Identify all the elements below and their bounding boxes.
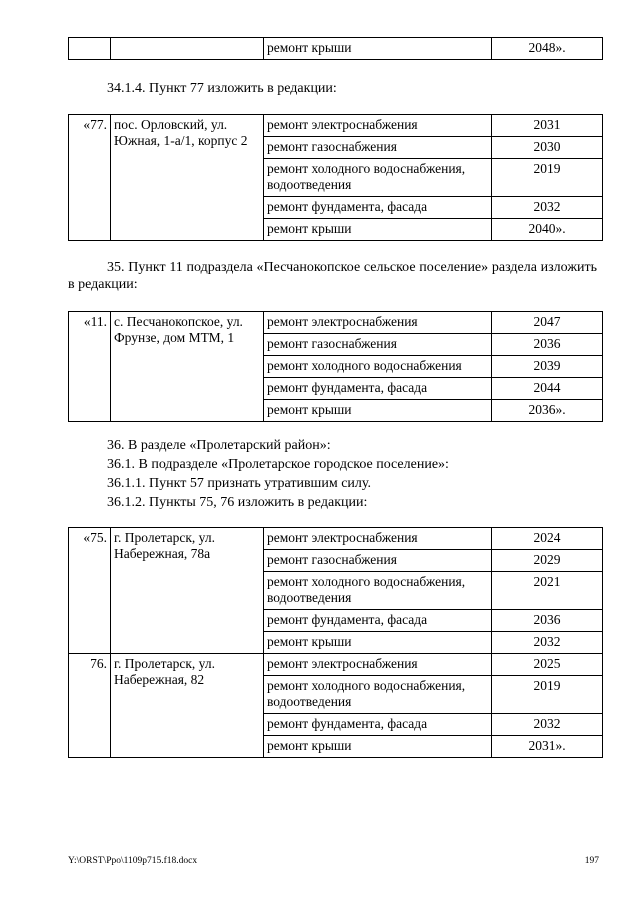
- table-row: [69, 654, 603, 676]
- work-year: 2032: [492, 632, 603, 654]
- work-type: ремонт холодного водоснабжения, водоотведения: [264, 676, 492, 714]
- item-address: [111, 38, 264, 60]
- work-year: 2031».: [492, 736, 603, 758]
- item-address: г. Пролетарск, ул. Набережная, 82: [111, 654, 264, 758]
- work-year: 2030: [492, 137, 603, 159]
- item-number: 76.: [69, 654, 111, 758]
- work-type: ремонт фундамента, фасада: [264, 197, 492, 219]
- work-year: 2044: [492, 378, 603, 400]
- work-type: ремонт электроснабжения: [264, 528, 492, 550]
- work-type: ремонт крыши: [264, 736, 492, 758]
- item-address: с. Песчанокопское, ул. Фрунзе, дом МТМ, 1: [111, 312, 264, 422]
- paragraph-36: 36. В разделе «Пролетарский район»:: [107, 438, 331, 453]
- work-year: 2032: [492, 197, 603, 219]
- table-row: [69, 115, 603, 137]
- table-row: [69, 312, 603, 334]
- work-type: ремонт фундамента, фасада: [264, 378, 492, 400]
- work-type: ремонт фундамента, фасада: [264, 714, 492, 736]
- paragraph-36-1-1: 36.1.1. Пункт 57 признать утратившим силу.: [107, 476, 371, 491]
- work-year: 2036: [492, 610, 603, 632]
- work-type: ремонт газоснабжения: [264, 334, 492, 356]
- item-number: [69, 38, 111, 60]
- table-item-11: [68, 311, 603, 422]
- work-year: 2032: [492, 714, 603, 736]
- work-type: ремонт электроснабжения: [264, 654, 492, 676]
- work-year: 2025: [492, 654, 603, 676]
- continuation-table: [68, 37, 603, 60]
- work-type: ремонт фундамента, фасада: [264, 610, 492, 632]
- item-address: пос. Орловский, ул. Южная, 1-а/1, корпус 2: [111, 115, 264, 241]
- table-items-75-76: [68, 527, 603, 758]
- work-year: 2029: [492, 550, 603, 572]
- table-item-77: [68, 114, 603, 241]
- work-type: ремонт холодного водоснабжения, водоотведения: [264, 159, 492, 197]
- paragraph-36-1-2: 36.1.2. Пункты 75, 76 изложить в рeдакции:: [107, 495, 368, 510]
- item-number: «75.: [69, 528, 111, 654]
- work-year: 2036: [492, 334, 603, 356]
- paragraph-34-1-4: 34.1.4. Пункт 77 изложить в редакции:: [107, 81, 337, 96]
- item-number: «77.: [69, 115, 111, 241]
- work-type: ремонт холодного водоснабжения: [264, 356, 492, 378]
- work-year: 2039: [492, 356, 603, 378]
- work-year: 2047: [492, 312, 603, 334]
- work-type: ремонт крыши: [264, 400, 492, 422]
- work-type: ремонт электроснабжения: [264, 312, 492, 334]
- table-row: [69, 528, 603, 550]
- table-row: [69, 38, 603, 60]
- work-type: ремонт электроснабжения: [264, 115, 492, 137]
- work-year: 2036».: [492, 400, 603, 422]
- work-year: 2040».: [492, 219, 603, 241]
- work-type: ремонт крыши: [264, 38, 492, 60]
- work-type: ремонт холодного водоснабжения, водоотведения: [264, 572, 492, 610]
- work-type: ремонт крыши: [264, 632, 492, 654]
- work-type: ремонт газоснабжения: [264, 137, 492, 159]
- work-year: 2019: [492, 159, 603, 197]
- work-year: 2019: [492, 676, 603, 714]
- work-year: 2031: [492, 115, 603, 137]
- footer-page-number: 197: [584, 856, 599, 866]
- work-type: ремонт крыши: [264, 219, 492, 241]
- item-number: «11.: [69, 312, 111, 422]
- paragraph-36-1: 36.1. В подразделе «Пролетарское городское поселение»:: [107, 457, 449, 472]
- item-address: г. Пролетарск, ул. Набережная, 78а: [111, 528, 264, 654]
- work-type: ремонт газоснабжения: [264, 550, 492, 572]
- work-year: 2021: [492, 572, 603, 610]
- footer-file-path: Y:\ORST\Ppo\1109p715.f18.docx: [68, 856, 198, 866]
- work-year: 2048».: [492, 38, 603, 60]
- paragraph-35: 35. Пункт 11 подраздела «Песчанокопское сельское поселение» раздела изложить в редакции:: [68, 260, 597, 292]
- work-year: 2024: [492, 528, 603, 550]
